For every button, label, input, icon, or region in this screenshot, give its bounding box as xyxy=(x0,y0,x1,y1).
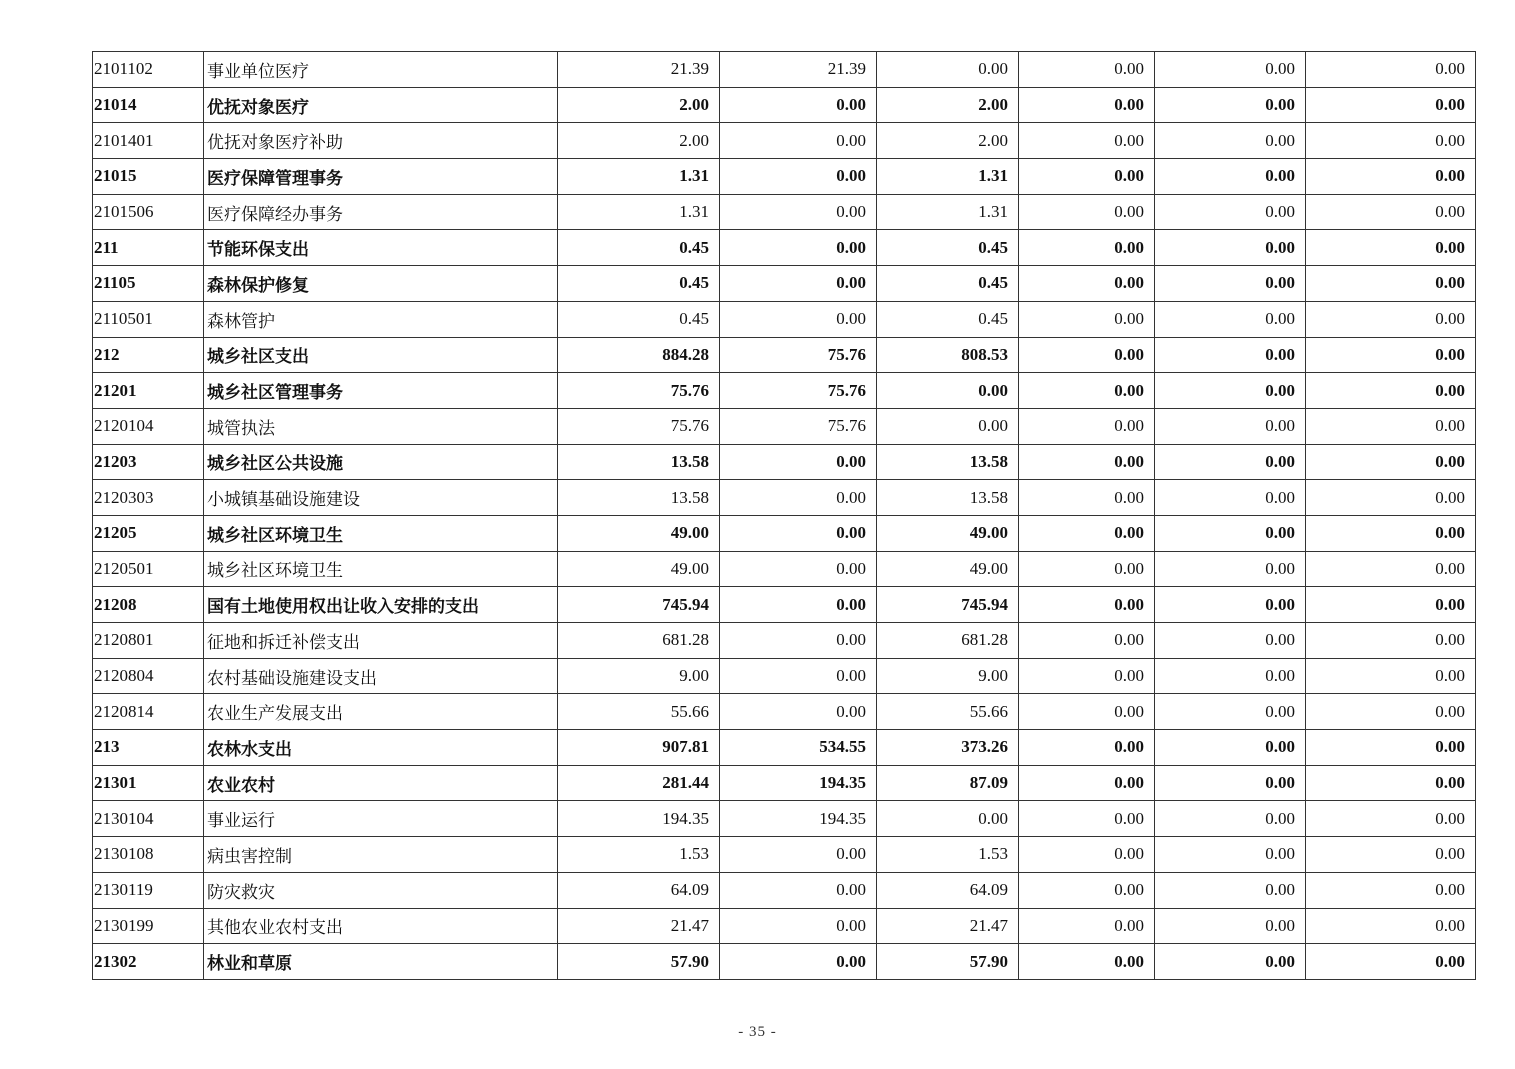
row-value-6: 0.00 xyxy=(1306,908,1476,944)
row-value-1: 13.58 xyxy=(558,444,720,480)
table-row xyxy=(93,52,1476,88)
row-value-5: 0.00 xyxy=(1155,908,1306,944)
row-name: 城乡社区环境卫生 xyxy=(204,551,558,587)
row-name: 优抚对象医疗补助 xyxy=(204,123,558,159)
row-value-6: 0.00 xyxy=(1306,408,1476,444)
row-value-4: 0.00 xyxy=(1019,801,1155,837)
row-code: 2110501 xyxy=(93,301,204,337)
table-row xyxy=(93,301,1476,337)
table-row xyxy=(93,373,1476,409)
row-value-6: 0.00 xyxy=(1306,373,1476,409)
row-value-3: 0.45 xyxy=(877,230,1019,266)
row-value-4: 0.00 xyxy=(1019,944,1155,980)
row-name: 林业和草原 xyxy=(204,944,558,980)
row-name: 优抚对象医疗 xyxy=(204,87,558,123)
row-value-4: 0.00 xyxy=(1019,908,1155,944)
row-value-3: 745.94 xyxy=(877,587,1019,623)
row-value-1: 1.53 xyxy=(558,837,720,873)
row-value-3: 373.26 xyxy=(877,730,1019,766)
row-name: 病虫害控制 xyxy=(204,837,558,873)
row-value-4: 0.00 xyxy=(1019,266,1155,302)
row-code: 211 xyxy=(93,230,204,266)
row-value-4: 0.00 xyxy=(1019,87,1155,123)
row-code: 21014 xyxy=(93,87,204,123)
row-value-6: 0.00 xyxy=(1306,87,1476,123)
row-value-3: 1.31 xyxy=(877,159,1019,195)
row-value-2: 0.00 xyxy=(720,87,877,123)
row-value-4: 0.00 xyxy=(1019,52,1155,88)
row-value-6: 0.00 xyxy=(1306,515,1476,551)
row-name: 城乡社区环境卫生 xyxy=(204,515,558,551)
row-value-4: 0.00 xyxy=(1019,694,1155,730)
row-value-5: 0.00 xyxy=(1155,123,1306,159)
table-row xyxy=(93,694,1476,730)
row-value-1: 281.44 xyxy=(558,765,720,801)
table-row xyxy=(93,837,1476,873)
row-value-5: 0.00 xyxy=(1155,373,1306,409)
row-value-3: 13.58 xyxy=(877,480,1019,516)
row-value-1: 745.94 xyxy=(558,587,720,623)
budget-table xyxy=(92,51,1476,980)
row-value-3: 681.28 xyxy=(877,623,1019,659)
row-value-2: 0.00 xyxy=(720,515,877,551)
row-value-5: 0.00 xyxy=(1155,337,1306,373)
row-code: 2120801 xyxy=(93,623,204,659)
row-value-1: 0.45 xyxy=(558,266,720,302)
table-row xyxy=(93,551,1476,587)
row-value-4: 0.00 xyxy=(1019,837,1155,873)
row-name: 国有土地使用权出让收入安排的支出 xyxy=(204,587,558,623)
row-value-3: 1.53 xyxy=(877,837,1019,873)
row-value-5: 0.00 xyxy=(1155,730,1306,766)
row-value-1: 64.09 xyxy=(558,872,720,908)
row-code: 21301 xyxy=(93,765,204,801)
row-value-1: 0.45 xyxy=(558,301,720,337)
row-value-5: 0.00 xyxy=(1155,159,1306,195)
row-name: 农村基础设施建设支出 xyxy=(204,658,558,694)
row-code: 2130108 xyxy=(93,837,204,873)
row-value-4: 0.00 xyxy=(1019,480,1155,516)
row-value-6: 0.00 xyxy=(1306,123,1476,159)
row-value-3: 13.58 xyxy=(877,444,1019,480)
row-code: 21302 xyxy=(93,944,204,980)
row-value-6: 0.00 xyxy=(1306,159,1476,195)
table-row xyxy=(93,872,1476,908)
row-value-5: 0.00 xyxy=(1155,230,1306,266)
row-value-5: 0.00 xyxy=(1155,444,1306,480)
row-value-6: 0.00 xyxy=(1306,730,1476,766)
row-value-2: 75.76 xyxy=(720,337,877,373)
row-value-5: 0.00 xyxy=(1155,944,1306,980)
row-name: 城乡社区支出 xyxy=(204,337,558,373)
row-value-4: 0.00 xyxy=(1019,337,1155,373)
row-value-5: 0.00 xyxy=(1155,301,1306,337)
row-value-3: 0.45 xyxy=(877,301,1019,337)
row-code: 21203 xyxy=(93,444,204,480)
row-value-3: 9.00 xyxy=(877,658,1019,694)
table-row xyxy=(93,87,1476,123)
row-value-3: 49.00 xyxy=(877,515,1019,551)
row-name: 森林管护 xyxy=(204,301,558,337)
row-value-3: 0.00 xyxy=(877,408,1019,444)
row-value-4: 0.00 xyxy=(1019,765,1155,801)
row-value-2: 0.00 xyxy=(720,551,877,587)
row-value-4: 0.00 xyxy=(1019,623,1155,659)
row-value-6: 0.00 xyxy=(1306,337,1476,373)
row-name: 农业农村 xyxy=(204,765,558,801)
row-value-4: 0.00 xyxy=(1019,373,1155,409)
row-value-1: 884.28 xyxy=(558,337,720,373)
row-code: 2101401 xyxy=(93,123,204,159)
table-row xyxy=(93,194,1476,230)
row-code: 212 xyxy=(93,337,204,373)
row-value-3: 808.53 xyxy=(877,337,1019,373)
row-code: 2130199 xyxy=(93,908,204,944)
table-row xyxy=(93,123,1476,159)
row-value-4: 0.00 xyxy=(1019,230,1155,266)
row-value-3: 57.90 xyxy=(877,944,1019,980)
row-value-4: 0.00 xyxy=(1019,551,1155,587)
row-code: 21015 xyxy=(93,159,204,195)
row-value-6: 0.00 xyxy=(1306,944,1476,980)
table-row xyxy=(93,658,1476,694)
row-value-6: 0.00 xyxy=(1306,230,1476,266)
table-row xyxy=(93,444,1476,480)
row-value-2: 0.00 xyxy=(720,944,877,980)
row-code: 2120501 xyxy=(93,551,204,587)
row-value-1: 1.31 xyxy=(558,194,720,230)
row-value-2: 0.00 xyxy=(720,444,877,480)
row-name: 农业生产发展支出 xyxy=(204,694,558,730)
row-name: 其他农业农村支出 xyxy=(204,908,558,944)
row-value-1: 21.47 xyxy=(558,908,720,944)
row-value-6: 0.00 xyxy=(1306,551,1476,587)
row-value-4: 0.00 xyxy=(1019,444,1155,480)
table-row xyxy=(93,623,1476,659)
row-value-6: 0.00 xyxy=(1306,837,1476,873)
row-value-5: 0.00 xyxy=(1155,515,1306,551)
row-code: 21201 xyxy=(93,373,204,409)
row-value-3: 87.09 xyxy=(877,765,1019,801)
row-code: 2120814 xyxy=(93,694,204,730)
row-value-5: 0.00 xyxy=(1155,551,1306,587)
row-value-6: 0.00 xyxy=(1306,872,1476,908)
row-name: 事业单位医疗 xyxy=(204,52,558,88)
table-row xyxy=(93,587,1476,623)
row-code: 2130119 xyxy=(93,872,204,908)
table-row xyxy=(93,515,1476,551)
row-value-5: 0.00 xyxy=(1155,658,1306,694)
row-value-1: 2.00 xyxy=(558,123,720,159)
row-code: 2130104 xyxy=(93,801,204,837)
row-value-1: 681.28 xyxy=(558,623,720,659)
row-code: 21208 xyxy=(93,587,204,623)
row-value-6: 0.00 xyxy=(1306,694,1476,730)
table-row xyxy=(93,480,1476,516)
row-value-5: 0.00 xyxy=(1155,52,1306,88)
row-value-4: 0.00 xyxy=(1019,408,1155,444)
row-name: 城乡社区公共设施 xyxy=(204,444,558,480)
row-value-1: 13.58 xyxy=(558,480,720,516)
row-value-3: 64.09 xyxy=(877,872,1019,908)
row-value-5: 0.00 xyxy=(1155,266,1306,302)
row-value-3: 49.00 xyxy=(877,551,1019,587)
table-row xyxy=(93,801,1476,837)
table-row xyxy=(93,159,1476,195)
row-value-6: 0.00 xyxy=(1306,801,1476,837)
row-name: 医疗保障经办事务 xyxy=(204,194,558,230)
row-code: 2120303 xyxy=(93,480,204,516)
row-value-2: 0.00 xyxy=(720,480,877,516)
row-value-3: 0.00 xyxy=(877,52,1019,88)
row-code: 2101102 xyxy=(93,52,204,88)
row-value-6: 0.00 xyxy=(1306,52,1476,88)
row-value-2: 0.00 xyxy=(720,230,877,266)
row-value-1: 0.45 xyxy=(558,230,720,266)
table-row xyxy=(93,944,1476,980)
row-value-5: 0.00 xyxy=(1155,480,1306,516)
row-value-2: 75.76 xyxy=(720,373,877,409)
row-value-5: 0.00 xyxy=(1155,194,1306,230)
row-value-3: 55.66 xyxy=(877,694,1019,730)
row-value-4: 0.00 xyxy=(1019,872,1155,908)
row-code: 2120104 xyxy=(93,408,204,444)
row-value-6: 0.00 xyxy=(1306,623,1476,659)
row-value-2: 0.00 xyxy=(720,872,877,908)
row-value-1: 55.66 xyxy=(558,694,720,730)
row-value-5: 0.00 xyxy=(1155,872,1306,908)
row-value-2: 0.00 xyxy=(720,837,877,873)
row-value-2: 0.00 xyxy=(720,658,877,694)
row-value-4: 0.00 xyxy=(1019,658,1155,694)
row-name: 医疗保障管理事务 xyxy=(204,159,558,195)
row-value-4: 0.00 xyxy=(1019,123,1155,159)
row-value-2: 0.00 xyxy=(720,694,877,730)
row-name: 事业运行 xyxy=(204,801,558,837)
row-value-1: 194.35 xyxy=(558,801,720,837)
row-value-6: 0.00 xyxy=(1306,765,1476,801)
row-value-4: 0.00 xyxy=(1019,301,1155,337)
row-value-1: 75.76 xyxy=(558,408,720,444)
row-value-2: 0.00 xyxy=(720,159,877,195)
row-value-1: 9.00 xyxy=(558,658,720,694)
row-value-3: 2.00 xyxy=(877,123,1019,159)
row-value-1: 2.00 xyxy=(558,87,720,123)
table-row xyxy=(93,765,1476,801)
row-value-6: 0.00 xyxy=(1306,444,1476,480)
row-value-1: 75.76 xyxy=(558,373,720,409)
row-name: 征地和拆迁补偿支出 xyxy=(204,623,558,659)
row-value-2: 194.35 xyxy=(720,765,877,801)
table-row xyxy=(93,266,1476,302)
table-row xyxy=(93,908,1476,944)
row-value-4: 0.00 xyxy=(1019,730,1155,766)
row-value-6: 0.00 xyxy=(1306,266,1476,302)
row-value-3: 21.47 xyxy=(877,908,1019,944)
row-value-3: 2.00 xyxy=(877,87,1019,123)
row-value-3: 0.00 xyxy=(877,801,1019,837)
row-value-4: 0.00 xyxy=(1019,159,1155,195)
row-value-6: 0.00 xyxy=(1306,194,1476,230)
row-value-5: 0.00 xyxy=(1155,408,1306,444)
table-row xyxy=(93,230,1476,266)
row-value-5: 0.00 xyxy=(1155,623,1306,659)
row-code: 2120804 xyxy=(93,658,204,694)
row-value-1: 1.31 xyxy=(558,159,720,195)
row-name: 节能环保支出 xyxy=(204,230,558,266)
row-value-2: 0.00 xyxy=(720,301,877,337)
page-number: - 35 - xyxy=(738,1024,777,1040)
row-value-6: 0.00 xyxy=(1306,658,1476,694)
row-value-1: 49.00 xyxy=(558,515,720,551)
row-name: 城管执法 xyxy=(204,408,558,444)
row-value-1: 57.90 xyxy=(558,944,720,980)
row-value-6: 0.00 xyxy=(1306,480,1476,516)
row-value-1: 907.81 xyxy=(558,730,720,766)
row-value-1: 49.00 xyxy=(558,551,720,587)
row-name: 防灾救灾 xyxy=(204,872,558,908)
row-value-5: 0.00 xyxy=(1155,87,1306,123)
row-value-2: 75.76 xyxy=(720,408,877,444)
row-value-6: 0.00 xyxy=(1306,587,1476,623)
row-value-5: 0.00 xyxy=(1155,801,1306,837)
table-row xyxy=(93,408,1476,444)
row-value-4: 0.00 xyxy=(1019,194,1155,230)
row-value-5: 0.00 xyxy=(1155,765,1306,801)
table-row xyxy=(93,337,1476,373)
row-value-5: 0.00 xyxy=(1155,587,1306,623)
row-value-3: 1.31 xyxy=(877,194,1019,230)
row-value-2: 0.00 xyxy=(720,194,877,230)
row-value-1: 21.39 xyxy=(558,52,720,88)
row-value-5: 0.00 xyxy=(1155,837,1306,873)
row-name: 小城镇基础设施建设 xyxy=(204,480,558,516)
row-code: 21205 xyxy=(93,515,204,551)
row-name: 农林水支出 xyxy=(204,730,558,766)
row-code: 213 xyxy=(93,730,204,766)
table-row xyxy=(93,730,1476,766)
row-code: 21105 xyxy=(93,266,204,302)
row-value-4: 0.00 xyxy=(1019,587,1155,623)
row-value-2: 0.00 xyxy=(720,623,877,659)
row-value-2: 534.55 xyxy=(720,730,877,766)
row-value-4: 0.00 xyxy=(1019,515,1155,551)
row-name: 城乡社区管理事务 xyxy=(204,373,558,409)
row-value-3: 0.00 xyxy=(877,373,1019,409)
row-value-5: 0.00 xyxy=(1155,694,1306,730)
row-value-2: 0.00 xyxy=(720,908,877,944)
row-value-2: 0.00 xyxy=(720,123,877,159)
row-name: 森林保护修复 xyxy=(204,266,558,302)
row-value-2: 0.00 xyxy=(720,266,877,302)
row-value-3: 0.45 xyxy=(877,266,1019,302)
table-body xyxy=(93,52,1476,980)
row-value-2: 0.00 xyxy=(720,587,877,623)
row-code: 2101506 xyxy=(93,194,204,230)
row-value-2: 194.35 xyxy=(720,801,877,837)
row-value-2: 21.39 xyxy=(720,52,877,88)
row-value-6: 0.00 xyxy=(1306,301,1476,337)
